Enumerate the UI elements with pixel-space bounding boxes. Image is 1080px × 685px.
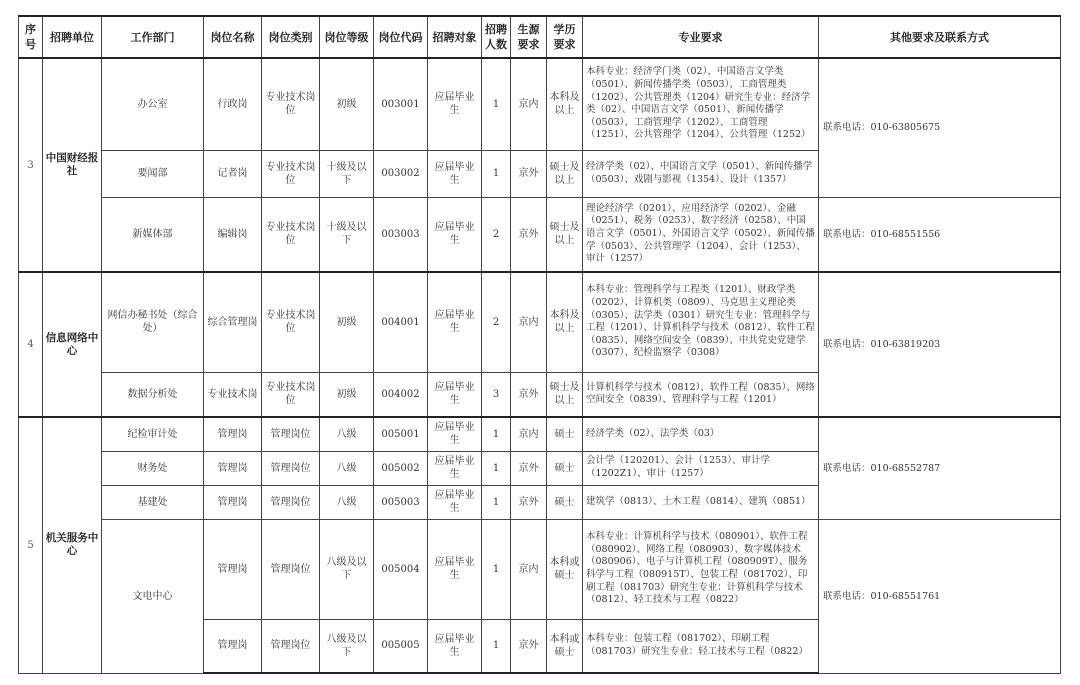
seq-cell: 5: [19, 417, 43, 673]
contact-cell: 联系电话：010-68551761: [819, 519, 1061, 673]
header-other: 其他要求及联系方式: [819, 16, 1061, 58]
post-level-cell: 八级及以下: [320, 519, 374, 619]
header-major: 专业要求: [583, 16, 819, 58]
target-cell: 应届毕业生: [428, 485, 482, 519]
unit-cell: 信息网络中心: [43, 272, 102, 417]
origin-cell: 京外: [511, 619, 547, 673]
post-code-cell: 005004: [374, 519, 428, 619]
post-type-cell: 专业技术岗位: [262, 272, 320, 372]
major-cell: 理论经济学（0201）、应用经济学（0202）、金融（0251）、税务（0253）、数字经济（0258）、中国语言文学（0501）、外国语言文学（0502）、新闻传播学（0503）、公共管理学（1204）、会计（1253）、审计（1257）: [583, 197, 819, 272]
edu-cell: 本科或硕士: [547, 519, 583, 619]
header-unit: 招聘单位: [43, 16, 102, 58]
header-target: 招聘对象: [428, 16, 482, 58]
table-row: [19, 417, 1061, 451]
contact-cell: 联系电话：010-63805675: [819, 58, 1061, 197]
post-level-cell: 八级: [320, 485, 374, 519]
edu-cell: 硕士: [547, 451, 583, 485]
dept-cell: 数据分析处: [102, 372, 204, 417]
header-row: [19, 16, 1061, 58]
count-cell: 2: [482, 272, 511, 372]
dept-cell: 新媒体部: [102, 197, 204, 272]
table-row: [19, 272, 1061, 372]
dept-cell: 基建处: [102, 485, 204, 519]
post-name-cell: 管理岗: [204, 485, 262, 519]
header-seq: 序号: [19, 16, 43, 58]
major-cell: 本科专业：管理科学与工程类（1201）、财政学类（0202）、计算机类（0809）、马克思主义理论类（0305）、法学类（0301）研究生专业：管理科学与工程（1201）、计算机科学与技术（0812）、软件工程（0835）、网络空间安全（0839）、中共党史党建学（0307）、纪检监察学（0308）: [583, 272, 819, 372]
post-level-cell: 十级及以下: [320, 197, 374, 272]
post-type-cell: 管理岗位: [262, 519, 320, 619]
header-post-type: 岗位类别: [262, 16, 320, 58]
header-origin: 生源要求: [511, 16, 547, 58]
edu-cell: 硕士: [547, 417, 583, 451]
post-level-cell: 八级及以下: [320, 619, 374, 673]
post-code-cell: 004002: [374, 372, 428, 417]
count-cell: 1: [482, 485, 511, 519]
post-name-cell: 管理岗: [204, 519, 262, 619]
header-edu: 学历要求: [547, 16, 583, 58]
target-cell: 应届毕业生: [428, 150, 482, 197]
major-cell: 经济学类（02）、中国语言文学（0501）、新闻传播学（0503）、戏剧与影视（1354）、设计（1357）: [583, 150, 819, 197]
recruitment-table: [18, 15, 1061, 674]
target-cell: 应届毕业生: [428, 372, 482, 417]
post-type-cell: 专业技术岗位: [262, 197, 320, 272]
unit-cell: 中国财经报社: [43, 58, 102, 272]
post-level-cell: 八级: [320, 451, 374, 485]
origin-cell: 京内: [511, 272, 547, 372]
origin-cell: 京内: [511, 417, 547, 451]
post-code-cell: 005003: [374, 485, 428, 519]
count-cell: 1: [482, 519, 511, 619]
edu-cell: 硕士及以上: [547, 150, 583, 197]
count-cell: 1: [482, 417, 511, 451]
post-code-cell: 003002: [374, 150, 428, 197]
seq-cell: 3: [19, 58, 43, 272]
post-type-cell: 专业技术岗位: [262, 372, 320, 417]
post-name-cell: 综合管理岗: [204, 272, 262, 372]
origin-cell: 京内: [511, 519, 547, 619]
dept-cell: 要闻部: [102, 150, 204, 197]
dept-cell: 纪检审计处: [102, 417, 204, 451]
major-cell: 会计学（120201）、会计（1253）、审计学（1202Z1）、审计（1257）: [583, 451, 819, 485]
post-level-cell: 初级: [320, 372, 374, 417]
edu-cell: 硕士及以上: [547, 372, 583, 417]
target-cell: 应届毕业生: [428, 197, 482, 272]
table-row: [19, 197, 1061, 272]
count-cell: 1: [482, 58, 511, 150]
header-dept: 工作部门: [102, 16, 204, 58]
post-name-cell: 记者岗: [204, 150, 262, 197]
post-code-cell: 005001: [374, 417, 428, 451]
major-cell: 计算机科学与技术（0812）、软件工程（0835）、网络空间安全（0839）、管理科学与工程（1201）: [583, 372, 819, 417]
target-cell: 应届毕业生: [428, 58, 482, 150]
post-name-cell: 管理岗: [204, 451, 262, 485]
count-cell: 1: [482, 619, 511, 673]
post-level-cell: 十级及以下: [320, 150, 374, 197]
post-level-cell: 初级: [320, 272, 374, 372]
target-cell: 应届毕业生: [428, 451, 482, 485]
major-cell: 经济学类（02）、法学类（03）: [583, 417, 819, 451]
post-type-cell: 管理岗位: [262, 417, 320, 451]
target-cell: 应届毕业生: [428, 417, 482, 451]
header-count: 招聘人数: [482, 16, 511, 58]
origin-cell: 京内: [511, 58, 547, 150]
dept-cell: 文电中心: [102, 519, 204, 673]
dept-cell: 网信办秘书处（综合处）: [102, 272, 204, 372]
dept-cell: 办公室: [102, 58, 204, 150]
table-row: [19, 58, 1061, 150]
origin-cell: 京外: [511, 197, 547, 272]
major-cell: 建筑学（0813）、土木工程（0814）、建筑（0851）: [583, 485, 819, 519]
edu-cell: 本科及以上: [547, 272, 583, 372]
post-name-cell: 管理岗: [204, 619, 262, 673]
target-cell: 应届毕业生: [428, 619, 482, 673]
origin-cell: 京外: [511, 372, 547, 417]
post-level-cell: 八级: [320, 417, 374, 451]
origin-cell: 京外: [511, 150, 547, 197]
dept-cell: 财务处: [102, 451, 204, 485]
origin-cell: 京外: [511, 451, 547, 485]
header-post-level: 岗位等级: [320, 16, 374, 58]
post-type-cell: 管理岗位: [262, 451, 320, 485]
contact-cell: 联系电话：010-68551556: [819, 197, 1061, 272]
edu-cell: 本科或硕士: [547, 619, 583, 673]
post-level-cell: 初级: [320, 58, 374, 150]
header-post-name: 岗位名称: [204, 16, 262, 58]
contact-cell: 联系电话：010-68552787: [819, 417, 1061, 519]
post-name-cell: 管理岗: [204, 417, 262, 451]
seq-cell: 4: [19, 272, 43, 417]
count-cell: 1: [482, 150, 511, 197]
post-code-cell: 004001: [374, 272, 428, 372]
major-cell: 本科专业：经济学门类（02）、中国语言文学类（0501）、新闻传播学类（0503）、工商管理类（1202）、公共管理类（1204）研究生专业：经济学类（02）、中国语言文学（0501）、新闻传播学（0503）、工商管理学（1202）、工商管理（1251）、公共管理学（1204）、公共管理（1252）: [583, 58, 819, 150]
contact-cell: 联系电话：010-63819203: [819, 272, 1061, 417]
count-cell: 2: [482, 197, 511, 272]
post-name-cell: 行政岗: [204, 58, 262, 150]
post-type-cell: 专业技术岗位: [262, 150, 320, 197]
post-name-cell: 编辑岗: [204, 197, 262, 272]
edu-cell: 本科及以上: [547, 58, 583, 150]
post-code-cell: 005005: [374, 619, 428, 673]
major-cell: 本科专业：计算机科学与技术（080901）、软件工程（080902）、网络工程（080903）、数字媒体技术（080906）、电子与计算机工程（080909T）、服务科学与工程（080915T）、包装工程（081702）、印刷工程（081703）研究生专业：计算机科学与技术（0812）、轻工技术与工程（0822）: [583, 519, 819, 619]
post-name-cell: 专业技术岗: [204, 372, 262, 417]
target-cell: 应届毕业生: [428, 519, 482, 619]
unit-cell: 机关服务中心: [43, 417, 102, 673]
post-code-cell: 003001: [374, 58, 428, 150]
edu-cell: 硕士及以上: [547, 197, 583, 272]
post-code-cell: 003003: [374, 197, 428, 272]
header-post-code: 岗位代码: [374, 16, 428, 58]
origin-cell: 京外: [511, 485, 547, 519]
post-code-cell: 005002: [374, 451, 428, 485]
count-cell: 3: [482, 372, 511, 417]
target-cell: 应届毕业生: [428, 272, 482, 372]
table-row: [19, 519, 1061, 619]
count-cell: 1: [482, 451, 511, 485]
edu-cell: 硕士: [547, 485, 583, 519]
major-cell: 本科专业：包装工程（081702）、印刷工程（081703）研究生专业：轻工技术与工程（0822）: [583, 619, 819, 673]
post-type-cell: 管理岗位: [262, 619, 320, 673]
post-type-cell: 管理岗位: [262, 485, 320, 519]
post-type-cell: 专业技术岗位: [262, 58, 320, 150]
